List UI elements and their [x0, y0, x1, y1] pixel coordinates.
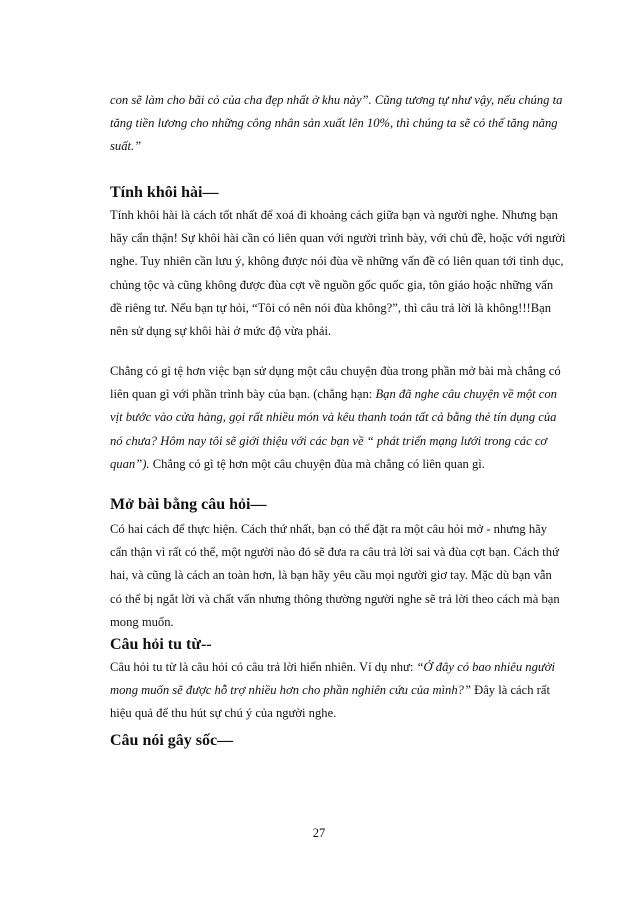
text-line: có thể bị ngắt lời và chất vấn nhưng thông thường người nghe sẽ trả lời theo cách mà bạn [110, 591, 560, 606]
text-line [110, 656, 592, 679]
text-line: vịt bước vào cửa hàng, gọi rất nhiều món và kêu thanh toán tất cả bằng thẻ tín dụng của [110, 410, 557, 425]
paragraph-rhetorical [110, 656, 592, 726]
heading-question: Mở bài bằng câu hỏi— [110, 496, 267, 513]
italic-span: Bạn đã nghe câu chuyện về một con [375, 387, 557, 402]
page-number: 27 [312, 826, 326, 840]
text-line: hiệu quả để thu hút sự chú ý của người nghe. [110, 706, 337, 721]
text-line: nghe. Tuy nhiên cần lưu ý, không được nói đùa về những vấn đề có liên quan tới tình dục, [110, 254, 564, 269]
text-line: Có hai cách để thực hiện. Cách thứ nhất, bạn có thể đặt ra một câu hỏi mở - nhưng hãy [110, 522, 548, 536]
text-line: hãy cẩn thận! Sự khôi hài cần có liên quan với người trình bày, với chủ đề, hoặc với người [110, 231, 566, 246]
heading-rhetorical: Câu hỏi tu từ-- [110, 636, 212, 653]
italic-span: quan”). [110, 456, 150, 471]
text-line [110, 383, 592, 406]
text-line: mong muốn. [110, 614, 174, 629]
text-line: đề riêng tư. Nếu bạn tự hỏi, “Tôi có nên nói đùa không?”, thì câu trả lời là không!!!Bạn [110, 300, 552, 315]
text-span: Câu hỏi tu từ là câu hỏi có câu trả lời hiển nhiên. Ví dụ như: [110, 660, 417, 674]
text-line: con sẽ làm cho bãi cỏ của cha đẹp nhất ở khu này”. Cũng tương tự như vậy, nếu chúng ta [110, 93, 563, 107]
paragraph-joke [110, 360, 592, 476]
text-line: tăng tiền lương cho những công nhân sản xuất lên 10%, thì chúng ta sẽ có thể tăng năng [110, 116, 558, 131]
text-line: suất.” [110, 139, 142, 154]
italic-span: “Ở đây có bao nhiêu người [416, 660, 555, 674]
text-line: cẩn thận vì rất có thể, một người nào đó sẽ đưa ra câu trả lời sai và đùa cợt bạn. Cách thứ [110, 545, 559, 560]
text-line: nên sử dụng sự khôi hài ở mức độ vừa phải. [110, 324, 332, 339]
italic-span: mong muốn sẽ được hỗ trợ nhiều hơn cho phần nghiên cứu của mình?” [110, 683, 471, 698]
text-line: nó chưa? Hôm nay tôi sẽ giới thiệu với các bạn về “ phát triển mạng lưới trong các cơ [110, 433, 548, 448]
text-span: liên quan gì với phần trình bày của bạn. (chẳng hạn: [110, 387, 376, 402]
paragraph-intro-quote [110, 89, 592, 159]
heading-shock: Câu nói gây sốc— [110, 732, 234, 749]
text-span: Đây là cách rất [470, 683, 550, 698]
text-line: hai, và cũng là cách an toàn hơn, là bạn hãy yêu cầu mọi người giơ tay. Mặc dù bạn vẫn [110, 568, 552, 583]
text-line [110, 453, 592, 476]
text-line: Chẳng có gì tệ hơn việc bạn sử dụng một câu chuyện đùa trong phần mở bài mà chẳng có [110, 364, 561, 378]
paragraph-humor [110, 204, 592, 343]
text-span: Chẳng có gì tệ hơn một câu chuyện đùa mà chẳng có liên quan gì. [149, 456, 485, 471]
paragraph-question [110, 518, 592, 634]
text-line: Tính khôi hài là cách tốt nhất để xoá đi khoảng cách giữa bạn và người nghe. Nhưng bạn [110, 208, 558, 222]
heading-humor: Tính khôi hài— [110, 184, 219, 201]
text-line [110, 679, 592, 702]
text-line: chủng tộc và cũng không được đùa cợt về nguồn gốc quốc gia, tôn giáo hoặc những vấn [110, 277, 554, 292]
